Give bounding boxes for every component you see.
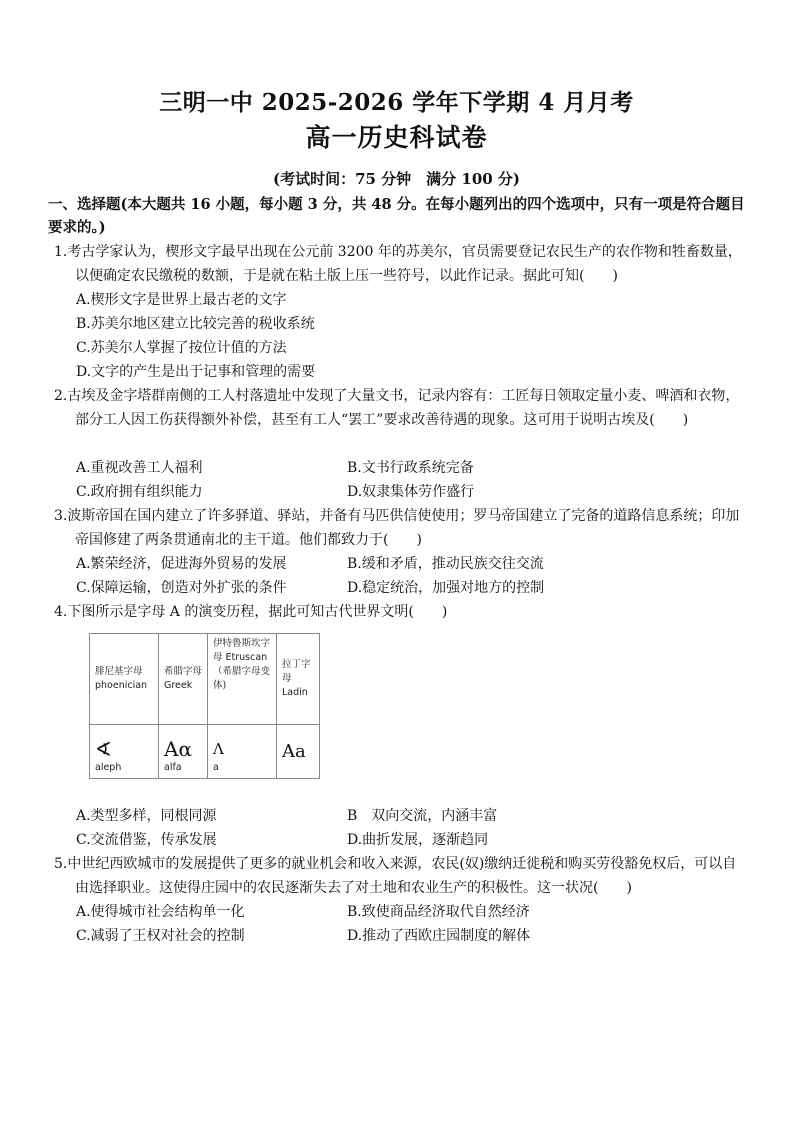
option-c: C.政府拥有组织能力 [76,484,203,500]
header-greek: 希腊字母 Greek [159,634,208,725]
cell-etruscan [208,725,277,779]
header-etruscan: 伊特鲁斯坎字母 Etruscan （希腊字母变体) [208,634,277,725]
option-a: A.楔形文字是世界上最古老的文字 [76,292,287,308]
question-2 [54,384,750,432]
option-b: B.苏美尔地区建立比较完善的税收系统 [76,316,315,332]
option-d: D.文字的产生是出于记事和管理的需要 [76,364,316,380]
option-d: D.曲折发展，逐渐趋同 [347,832,489,848]
header-latin: 拉丁字母 Ladin [277,634,320,725]
question-stem: 5.中世纪西欧城市的发展提供了更多的就业机会和收入来源，农民(奴)缴纳迁徙税和购买劳役豁免权后，可以自由选择职业。这使得庄园中的农民逐渐失去了对土地和农业生产的积极性。这一状况( ) [54,856,737,896]
section-instructions: 一、选择题(本大题共 16 小题，每小题 3 分，共 48 分。在每小题列出的四个选项中，只有一项是符合题目要求的。) [48,196,745,236]
option-b: B.缓和矛盾，推动民族交往交流 [347,556,544,572]
option-d: D.推动了西欧庄园制度的解体 [347,928,531,944]
question-stem: 1.考古学家认为，楔形文字最早出现在公元前 3200 年的苏美尔，官员需要登记农民生产的农作物和牲畜数量，以便确定农民缴税的数额，于是就在粘土版上压一些符号，以此作记录。据此可知( ) [54,244,742,284]
option-c: C.交流借鉴，传承发展 [76,832,217,848]
option-b: B.文书行政系统完备 [347,460,474,476]
cell-phoenician [90,725,159,779]
alphabet-evolution-table [89,633,320,779]
cell-greek [159,725,208,779]
option-d: D.奴隶集体劳作盛行 [347,484,475,500]
option-a: A.繁荣经济，促进海外贸易的发展 [76,556,287,572]
exam-info: (考试时间：75 分钟 满分 100 分) [272,170,521,188]
option-c: C.减弱了王权对社会的控制 [76,928,245,944]
option-a: A.重视改善工人福利 [76,460,203,476]
aleph-glyph: ∢ [95,737,112,761]
option-d: D.稳定统治，加强对地方的控制 [347,580,545,596]
question-1 [54,240,750,288]
cell-latin [277,725,320,779]
glyph-name: aleph [95,762,122,773]
question-4 [54,600,750,624]
latin-a-glyph: Aa [282,740,306,762]
etruscan-a-glyph: Λ [213,740,224,758]
exam-title: 三明一中 2025-2026 学年下学期 4 月月考 [159,89,634,116]
exam-subtitle: 高一历史科试卷 [305,123,488,152]
question-stem: 4.下图所示是字母 A 的演变历程，据此可知古代世界文明( ) [54,604,448,620]
option-b: B.致使商品经济取代自然经济 [347,904,530,920]
option-c: C.保障运输，创造对外扩张的条件 [76,580,287,596]
option-b: B 双向交流，内涵丰富 [347,808,498,824]
question-5 [54,852,750,900]
alfa-glyph: Aα [164,737,192,761]
option-a: A.使得城市社会结构单一化 [76,904,245,920]
glyph-name: alfa [164,762,182,773]
question-stem: 3.波斯帝国在国内建立了许多驿道、驿站，并备有马匹供信使使用；罗马帝国建立了完备的道路信息系统；印加帝国修建了两条贯通南北的主干道。他们都致力于( ) [54,508,740,548]
option-a: A.类型多样，同根同源 [76,808,217,824]
question-stem: 2.古埃及金字塔群南侧的工人村落遗址中发现了大量文书，记录内容有：工匠每日领取定量小麦、啤酒和衣物，部分工人因工伤获得额外补偿，甚至有工人“罢工”要求改善待遇的现象。这可用于说明古埃及( ) [54,388,740,428]
header-phoenician: 腓尼基字母 phoenician [90,634,159,725]
question-3 [54,504,750,552]
option-c: C.苏美尔人掌握了按位计值的方法 [76,340,287,356]
glyph-name: a [213,762,219,773]
